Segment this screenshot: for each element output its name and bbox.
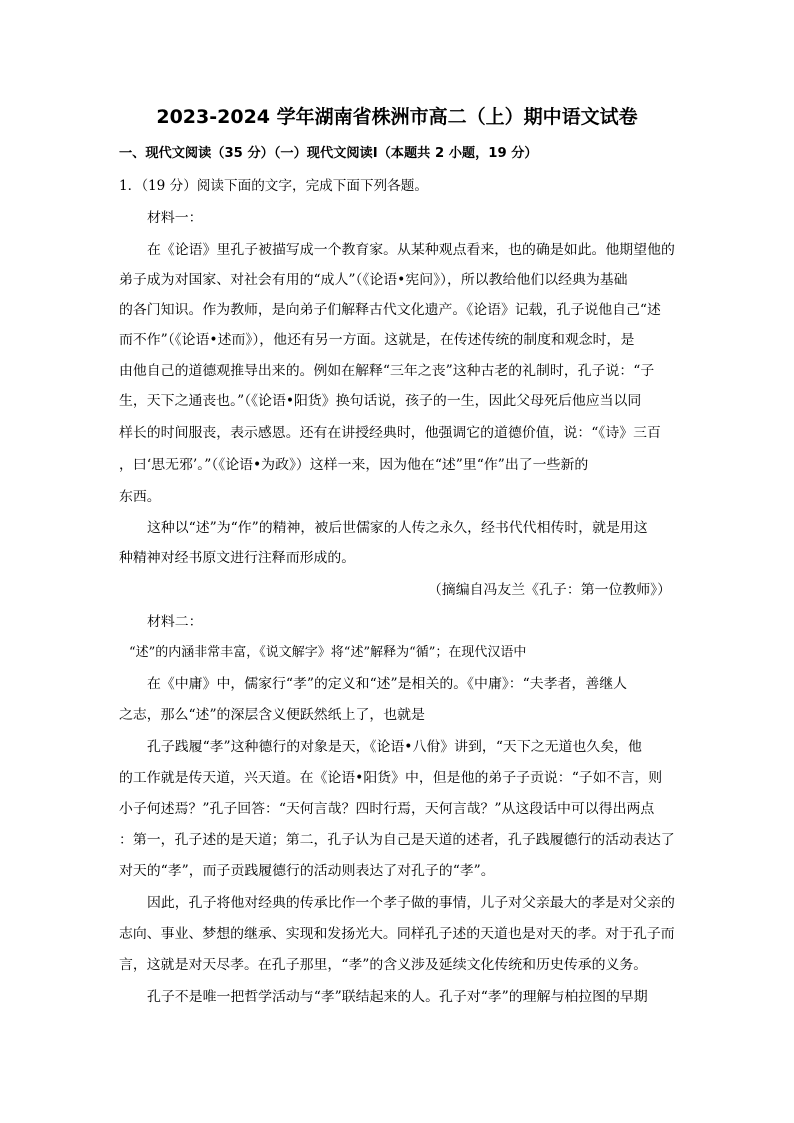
paragraph-line: 在《中庸》中，儒家行“孝”的定义和“述”是相关的。《中庸》：“夫孝者，善继人 <box>147 676 628 692</box>
paragraph-line: 之志，那么“述”的深层含义便跃然纸上了，也就是 <box>119 707 425 723</box>
material-label: 材料二： <box>147 614 203 630</box>
paragraph-line: 东西。 <box>119 489 161 505</box>
paragraph-line: 弟子成为对国家、对社会有用的“成人”（《论语•宪问》），所以教给他们以经典为基础 <box>119 272 628 288</box>
section-heading: 一、现代文阅读（35 分）（一）现代文阅读Ⅰ（本题共 2 小题，19 分） <box>119 146 538 161</box>
paragraph-line: 由他自己的道德观推导出来的。例如在解释“三年之丧”这种古老的礼制时，孔子说：“子 <box>119 363 655 379</box>
question-heading: 1．（19 分）阅读下面的文字，完成下面下列各题。 <box>119 178 428 194</box>
paragraph-line: 志向、事业、梦想的继承、实现和发扬光大。同样孔子述的天道也是对天的孝。对于孔子而 <box>119 926 675 942</box>
paragraph-line: 这种以“述”为“作”的精神，被后世儒家的人传之永久，经书代代相传时，就是用这 <box>147 520 648 536</box>
paragraph-line: 孔子践履“孝”这种德行的对象是天，《论语•八佾》讲到，“天下之无道也久矣，他 <box>147 739 642 755</box>
paragraph-line: 在《论语》里孔子被描写成一个教育家。从某种观点看来，也的确是如此。他期望他的 <box>147 242 675 258</box>
paragraph-line: 孔子不是唯一把哲学活动与“孝”联结起来的人。孔子对“孝”的理解与柏拉图的早期 <box>147 989 648 1005</box>
material-label: 材料一： <box>147 210 203 226</box>
paragraph-line: 生，天下之通丧也。”（《论语•阳货》换句话说，孩子的一生，因此父母死后他应当以同 <box>119 393 642 409</box>
paragraph-line: 小子何述焉？”孔子回答：“天何言哉？四时行焉，天何言哉？”从这段话中可以得出两点 <box>119 801 655 817</box>
paragraph-line: 种精神对经书原文进行注释而形成的。 <box>119 550 356 566</box>
paragraph-line: 的各门知识。作为教师，是向弟子们解释古代文化遗产。《论语》记载，孔子说他自己“述 <box>119 302 661 318</box>
paragraph-line: 的工作就是传天道，兴天道。在《论语•阳货》中，但是他的弟子子贡说：“子如不言，则 <box>119 770 663 786</box>
paragraph-line: ：第一，孔子述的是天道；第二，孔子认为自己是天道的述者，孔子践履德行的活动表达了 <box>119 832 675 848</box>
paragraph-line: 对天的“孝”，而子贡践履德行的活动则表达了对孔子的“孝”。 <box>119 863 495 879</box>
paragraph-line: 样长的时间服丧，表示感恩。还有在讲授经典时，他强调它的道德价值，说：“《诗》三百 <box>119 425 661 441</box>
paragraph-line: “述”的内涵非常丰富，《说文解字》将“述”解释为“循”；在现代汉语中 <box>129 645 527 660</box>
source-citation: （摘编自冯友兰《孔子：第一位教师》） <box>427 582 671 598</box>
paragraph-line: 因此，孔子将他对经典的传承比作一个孝子做的事情，儿子对父亲最大的孝是对父亲的 <box>147 895 675 911</box>
paragraph-line: 言，这就是对天尽孝。在孔子那里，“孝”的含义涉及延续文化传统和历史传承的义务。 <box>119 957 648 973</box>
paragraph-line: 而不作”（《论语•述而》），他还有另一方面。这就是，在传述传统的制度和观念时，是 <box>119 332 635 348</box>
exam-title: 2023-2024 学年湖南省株洲市高二（上）期中语文试卷 <box>156 106 638 128</box>
paragraph-line: ，曰‘思无邪’。”（《论语•为政》）这样一来，因为他在“述”里“作”出了一些新的 <box>119 457 589 473</box>
